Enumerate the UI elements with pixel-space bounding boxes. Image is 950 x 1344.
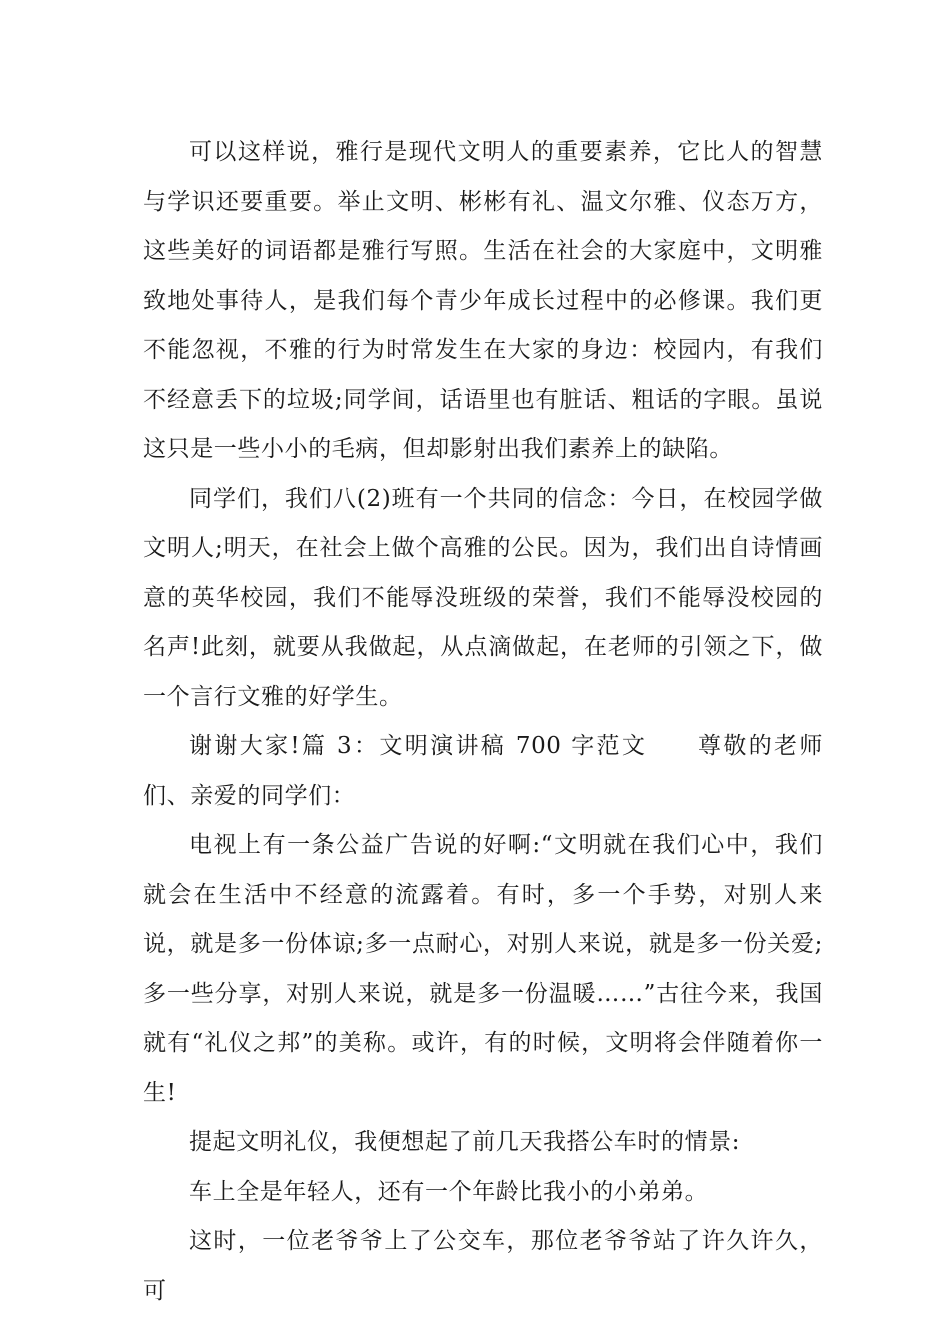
paragraph: 这时，一位老爷爷上了公交车，那位老爷爷站了许久许久，可 <box>143 1228 823 1304</box>
paragraph: 电视上有一条公益广告说的好啊:“文明就在我们心中，我们就会在生活中不经意的流露着。有时，多一个手势，对别人来说，就是多一份体谅;多一点耐心，对别人来说，就是多一份关爱;多一些分享，对别人来说，就是多一份温暖……”古往今来，我国就有“礼仪之邦”的美称。或许，有的时候，文明将会伴随着你一生! <box>143 832 823 1106</box>
paragraph: 可以这样说，雅行是现代文明人的重要素养，它比人的智慧与学识还要重要。举止文明、彬彬有礼、温文尔雅、仪态万方，这些美好的词语都是雅行写照。生活在社会的大家庭中，文明雅致地处事待人，是我们每个青少年成长过程中的必修课。我们更不能忽视，不雅的行为时常发生在大家的身边：校园内，有我们不经意丢下的垃圾;同学间，话语里也有脏话、粗话的字眼。虽说这只是一些小小的毛病，但却影射出我们素养上的缺陷。 <box>143 139 823 462</box>
paragraph: 同学们，我们八(2)班有一个共同的信念：今日，在校园学做文明人;明天，在社会上做个高雅的公民。因为，我们出自诗情画意的英华校园，我们不能辱没班级的荣誉，我们不能辱没校园的名声!此刻，就要从我做起，从点滴做起，在老师的引领之下，做一个言行文雅的好学生。 <box>143 485 823 710</box>
document-body <box>143 128 823 1316</box>
paragraph: 提起文明礼仪，我便想起了前几天我搭公车时的情景: <box>189 1129 741 1155</box>
paragraph: 谢谢大家!篇 3：文明演讲稿 700 字范文 尊敬的老师们、亲爱的同学们： <box>143 733 823 809</box>
paragraph: 车上全是年轻人，还有一个年龄比我小的小弟弟。 <box>189 1178 709 1205</box>
